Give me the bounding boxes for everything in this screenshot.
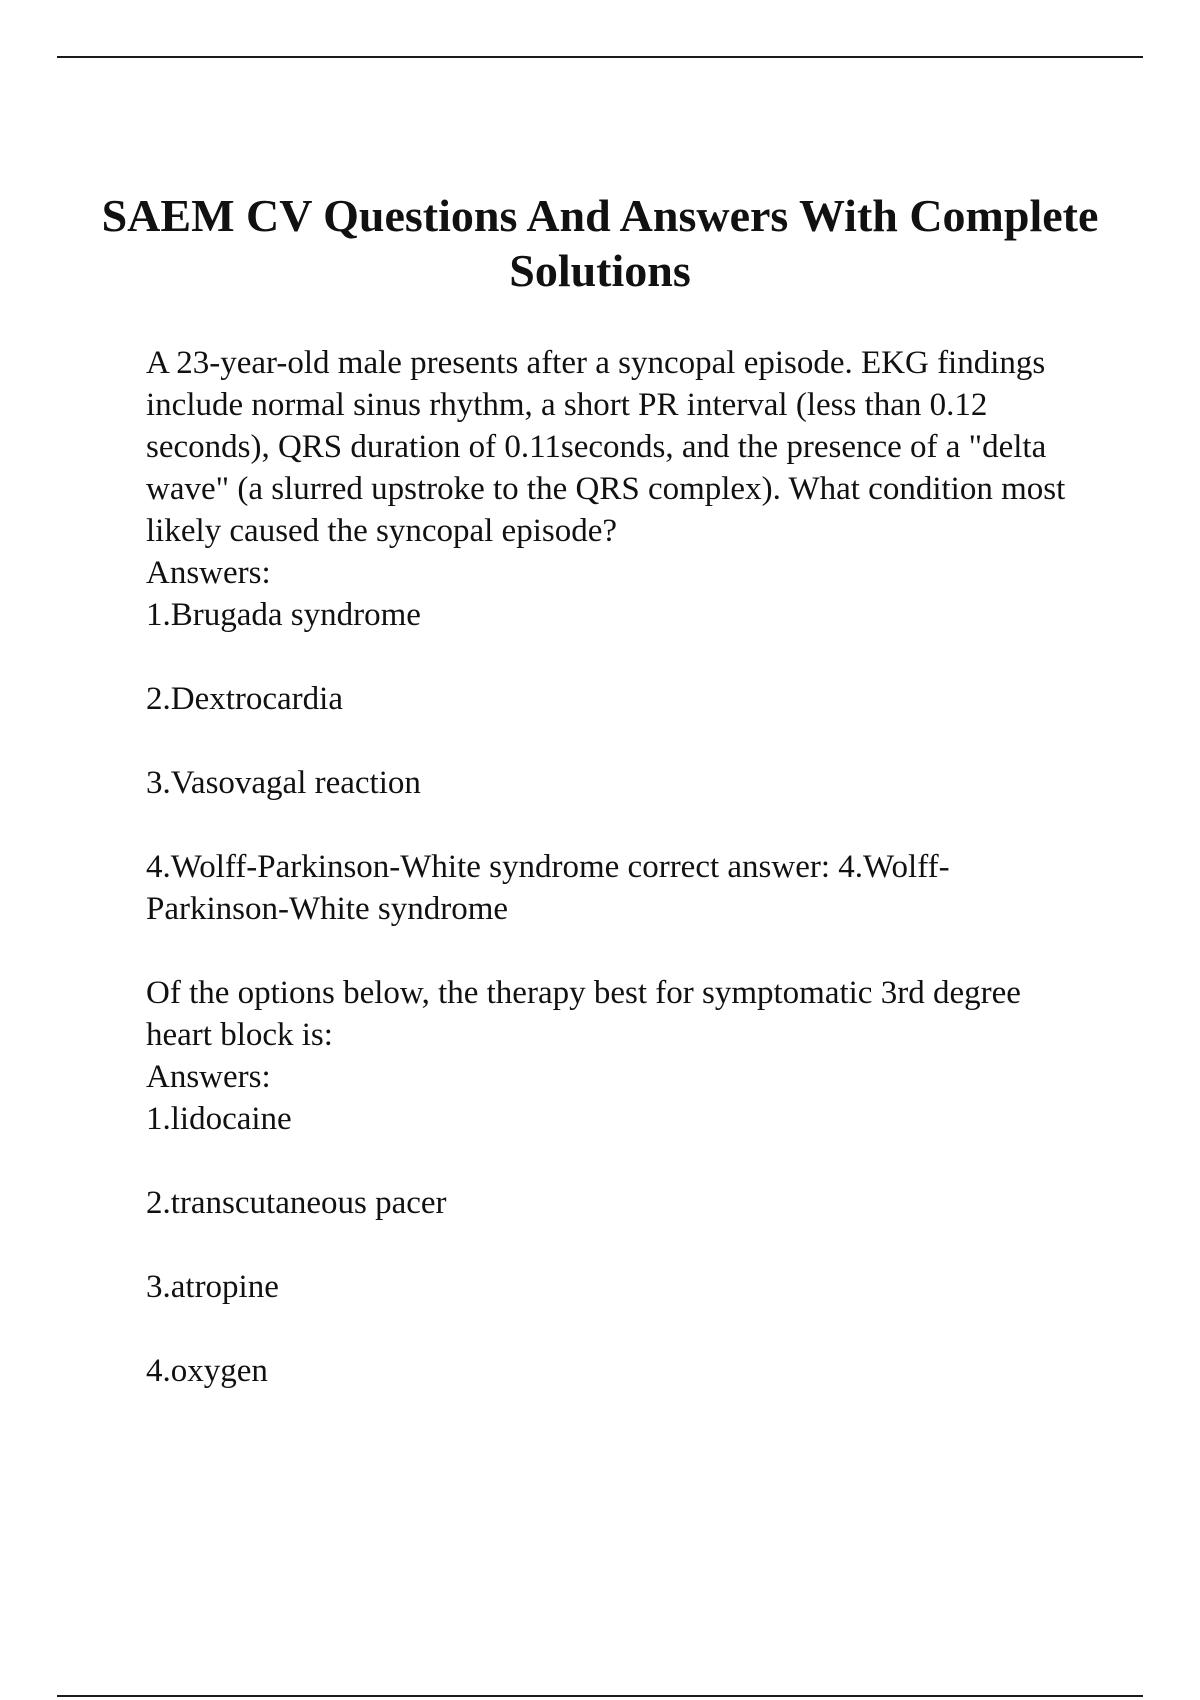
answer-option: 3.atropine (146, 1269, 279, 1305)
answer-option: 1.Brugada syndrome (146, 597, 421, 633)
bottom-divider (57, 1695, 1143, 1697)
question-prompt: Of the options below, the therapy best for symptomatic 3rd degree heart block is: (146, 975, 1021, 1053)
document-body (146, 342, 1076, 1392)
answers-label: Answers: (146, 555, 271, 591)
answer-option-with-correct-answer: 4.Wolff-Parkinson-White syndrome correct answer: 4.Wolff-Parkinson-White syndrome (146, 849, 950, 927)
answer-option: 2.transcutaneous pacer (146, 1185, 447, 1221)
answer-option: 3.Vasovagal reaction (146, 765, 421, 801)
question-block-2 (146, 972, 1076, 1392)
document-title: SAEM CV Questions And Answers With Complete Solutions (101, 190, 1099, 296)
answer-option: 1.lidocaine (146, 1101, 292, 1137)
answer-option: 4.oxygen (146, 1353, 268, 1389)
top-divider (57, 56, 1143, 58)
question-prompt: A 23-year-old male presents after a syncopal episode. EKG findings include normal sinus rhythm, a short PR interval (less than 0.12 seconds), QRS duration of 0.11seconds, and the presence of a "delta wave" (a slurred upstroke to the QRS complex). What condition most likely caused the syncopal episode? (146, 345, 1066, 549)
question-block-1 (146, 342, 1076, 930)
answers-label: Answers: (146, 1059, 271, 1095)
answer-option: 2.Dextrocardia (146, 681, 343, 717)
